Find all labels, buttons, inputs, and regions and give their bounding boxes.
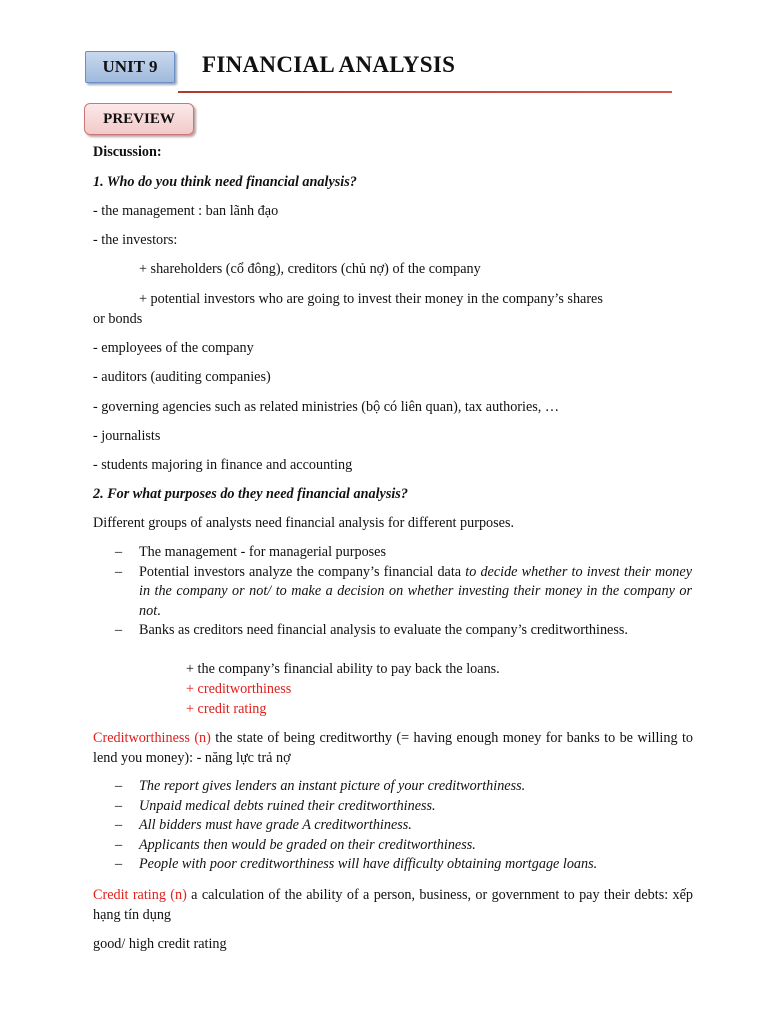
q2-intro: Different groups of analysts need financial analysis for different purposes.: [93, 515, 515, 531]
example-item: [115, 797, 692, 817]
question-1: 1. Who do you think need financial analysis?: [93, 174, 357, 190]
banks-sub-creditworthiness: + creditworthiness: [186, 681, 292, 697]
dash-bullet: –: [115, 797, 123, 814]
example-text: All bidders must have grade A creditworthiness.: [139, 817, 412, 834]
example-item: [115, 855, 692, 875]
example-item: [115, 777, 692, 797]
banks-sub-credit-rating: + credit rating: [186, 701, 267, 717]
example-item: [115, 816, 692, 836]
creditworthiness-text: the state of being creditworthy (= having enough money for banks to be willing to lend you money): - năng lực trả nợ: [93, 730, 693, 766]
q1-item-students: - students majoring in finance and accounting: [93, 457, 353, 473]
purpose-banks: Banks as creditors need financial analysis to evaluate the company’s creditworthiness.: [139, 622, 628, 639]
dash-bullet: –: [115, 622, 123, 639]
purpose-list: [115, 543, 692, 641]
dash-bullet: –: [115, 778, 123, 794]
banks-sub-ability: + the company’s financial ability to pay back the loans.: [186, 661, 500, 677]
q1-item-management: - the management : ban lãnh đạo: [93, 203, 279, 219]
creditworthiness-definition: [93, 728, 693, 768]
q1-item-employees: - employees of the company: [93, 340, 254, 356]
credit-rating-collocation: good/ high credit rating: [93, 936, 227, 952]
dash-bullet: –: [115, 544, 123, 560]
credit-rating-text: a calculation of the ability of a person, business, or government to pay their debts: xếp hạng tín dụng: [93, 887, 693, 923]
example-text: Applicants then would be graded on their creditworthiness.: [139, 836, 476, 853]
creditworthiness-examples: [115, 777, 692, 875]
example-text: The report gives lenders an instant picture of your creditworthiness.: [139, 778, 526, 794]
title-divider: [178, 91, 672, 93]
creditworthiness-term: Creditworthiness (n): [93, 730, 211, 746]
list-item: [115, 563, 692, 622]
purpose-investors: Potential investors analyze the company’s financial data: [139, 563, 466, 580]
example-text: Unpaid medical debts ruined their creditworthiness.: [139, 797, 436, 814]
q1-item-investors: - the investors:: [93, 232, 178, 248]
unit-badge: UNIT 9: [85, 51, 175, 83]
dash-bullet: –: [115, 563, 123, 580]
preview-badge: PREVIEW: [84, 103, 194, 135]
example-text: People with poor creditworthiness will have difficulty obtaining mortgage loans.: [139, 856, 598, 873]
question-2: 2. For what purposes do they need financial analysis?: [93, 486, 408, 502]
dash-bullet: –: [115, 836, 123, 853]
purpose-management: The management - for managerial purposes: [139, 544, 386, 560]
credit-rating-definition: [93, 885, 693, 925]
q1-item-journalists: - journalists: [93, 428, 161, 444]
purpose-investors-end: .: [157, 602, 161, 619]
credit-rating-term: Credit rating (n): [93, 887, 187, 903]
discussion-heading: Discussion:: [93, 144, 162, 160]
list-item: [115, 621, 692, 641]
dash-bullet: –: [115, 817, 123, 834]
q1-item-agencies: - governing agencies such as related ministries (bộ có liên quan), tax authories, …: [93, 399, 560, 415]
q1-subitem-potential-investors: + potential investors who are going to invest their money in the company’s shares: [139, 291, 603, 307]
example-item: [115, 836, 692, 856]
dash-bullet: –: [115, 856, 123, 873]
list-item: [115, 543, 692, 563]
q1-subitem-potential-investors-cont: or bonds: [93, 311, 143, 327]
purpose-investors-italic: to decide whether to invest their money in the company or not/ to make a decision on whether investing their money in the company or not: [139, 563, 692, 619]
q1-subitem-shareholders: + shareholders (cổ đông), creditors (chủ nợ) of the company: [139, 261, 481, 277]
q1-item-auditors: - auditors (auditing companies): [93, 369, 271, 385]
page-title: FINANCIAL ANALYSIS: [202, 52, 456, 77]
